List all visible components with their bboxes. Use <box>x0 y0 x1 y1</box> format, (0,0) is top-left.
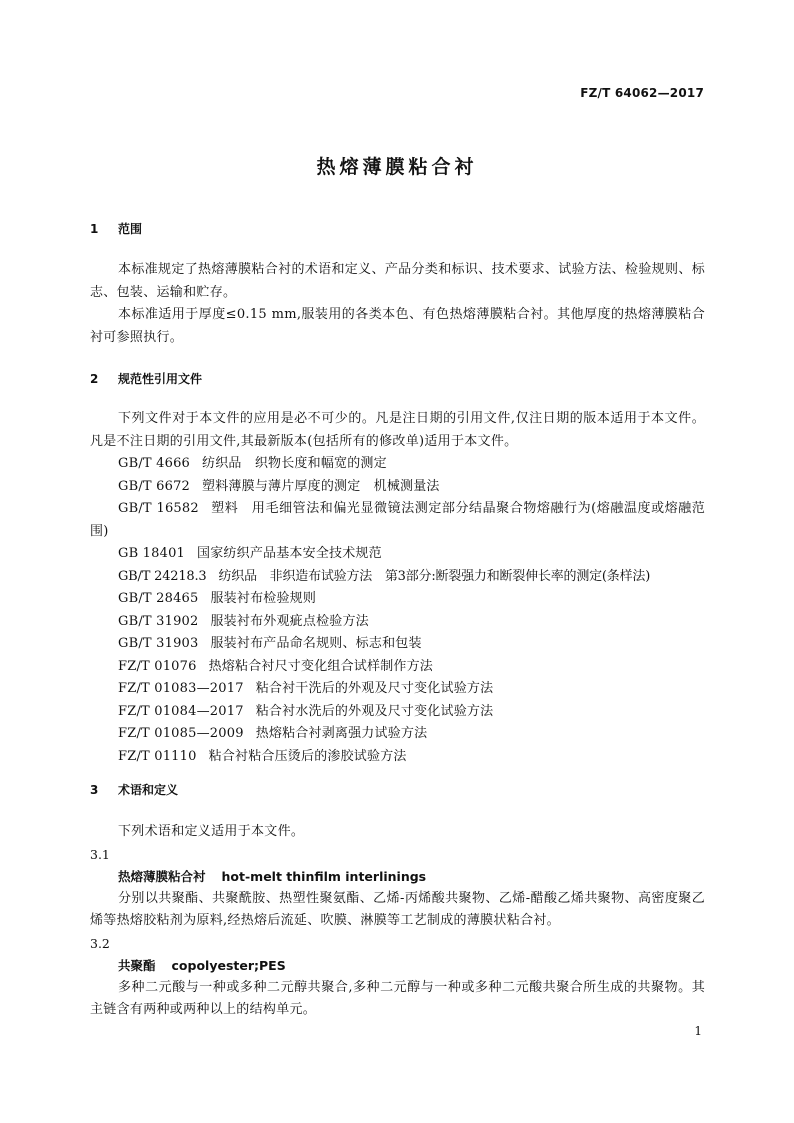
reference-item <box>90 656 705 679</box>
reference-title: 国家纺织产品基本安全技术规范 <box>197 546 382 561</box>
reference-item <box>90 746 705 769</box>
reference-code: GB/T 31903 <box>118 636 199 651</box>
term-zh: 热熔薄膜粘合衬 <box>118 868 206 884</box>
section-number: 2 <box>90 372 99 386</box>
paragraph: 本标准适用于厚度≤0.15 mm,服装用的各类本色、有色热熔薄膜粘合衬。其他厚度的热熔薄膜粘合衬可参照执行。 <box>90 307 705 345</box>
reference-code: GB/T 6672 <box>118 478 191 494</box>
reference-code: FZ/T 01084—2017 <box>118 703 244 719</box>
reference-title: 纺织品 非织造布试验方法 第3部分:断裂强力和断裂伸长率的测定(条样法) <box>218 568 651 584</box>
reference-code: FZ/T 01083—2017 <box>118 681 244 696</box>
reference-item <box>90 453 705 476</box>
section-normative-references <box>90 369 705 389</box>
reference-item <box>90 498 705 543</box>
paragraph: 本标准规定了热熔薄膜粘合衬的术语和定义、产品分类和标识、技术要求、试验方法、检验规则、标志、包装、运输和贮存。 <box>90 262 705 300</box>
standard-code: FZ/T 64062—2017 <box>580 86 704 100</box>
term-en: hot-melt thinfilm interlinings <box>221 868 427 884</box>
reference-code: GB/T 16582 <box>118 501 199 516</box>
reference-item <box>90 543 705 566</box>
document-title: 热熔薄膜粘合衬 <box>316 156 478 178</box>
reference-item <box>90 476 705 499</box>
section-number: 3 <box>90 783 99 797</box>
reference-title: 服装衬布产品命名规则、标志和包装 <box>210 636 422 651</box>
reference-title: 粘合衬水洗后的外观及尺寸变化试验方法 <box>255 703 494 719</box>
section-heading <box>90 780 705 800</box>
term-definition: 分别以共聚酯、共聚酰胺、热塑性聚氨酯、乙烯-丙烯酸共聚物、乙烯-醋酸乙烯共聚物、高密度聚乙烯等热熔胶粘剂为原料,经热熔后流延、吹膜、淋膜等工艺制成的薄膜状粘合衬。 <box>90 890 705 928</box>
reference-title: 粘合衬粘合压烫后的渗胶试验方法 <box>208 748 407 764</box>
term-heading <box>90 866 705 888</box>
reference-title: 服装衬布检验规则 <box>210 591 317 606</box>
reference-item <box>90 723 705 746</box>
reference-title: 塑料 用毛细管法和偏光显微镜法测定部分结晶聚合物熔融行为(熔融温度或熔融范围) <box>90 501 705 539</box>
reference-item <box>90 611 705 634</box>
reference-item <box>90 588 705 611</box>
reference-title: 服装衬布外观疵点检验方法 <box>210 613 369 629</box>
reference-title: 粘合衬干洗后的外观及尺寸变化试验方法 <box>255 681 494 696</box>
term-definition: 多种二元酸与一种或多种二元醇共聚合,多种二元醇与一种或多种二元酸共聚合所生成的共聚物。其主链含有两种或两种以上的结构单元。 <box>90 979 705 1017</box>
paragraph: 下列文件对于本文件的应用是必不可少的。凡是注日期的引用文件,仅注日期的版本适用于本文件。凡是不注日期的引用文件,其最新版本(包括所有的修改单)适用于本文件。 <box>90 411 705 449</box>
terms-body <box>90 821 705 1022</box>
term-number: 3.1 <box>90 846 110 862</box>
page-number: 1 <box>694 1024 702 1038</box>
reference-code: GB/T 28465 <box>118 591 199 606</box>
reference-item <box>90 566 705 589</box>
reference-code: FZ/T 01110 <box>118 748 197 764</box>
reference-code: GB/T 24218.3 <box>118 568 207 584</box>
section-heading <box>90 219 705 239</box>
reference-title: 热熔粘合衬剥离强力试验方法 <box>255 726 428 741</box>
section-number: 1 <box>90 222 99 236</box>
references-body <box>90 408 705 768</box>
section-title: 规范性引用文件 <box>118 372 203 386</box>
section-title: 术语和定义 <box>118 783 179 797</box>
reference-title: 纺织品 织物长度和幅宽的测定 <box>202 456 387 471</box>
reference-code: GB 18401 <box>118 546 186 561</box>
section-terms <box>90 780 705 800</box>
scope-body <box>90 259 705 349</box>
term-heading <box>90 955 705 977</box>
term-en: copolyester;PES <box>171 957 286 973</box>
reference-code: GB/T 4666 <box>118 456 191 471</box>
section-scope <box>90 219 705 239</box>
reference-item <box>90 633 705 656</box>
reference-title: 热熔粘合衬尺寸变化组合试样制作方法 <box>208 658 433 674</box>
reference-title: 塑料薄膜与薄片厚度的测定 机械测量法 <box>202 478 440 494</box>
term-number: 3.2 <box>90 935 110 951</box>
reference-code: FZ/T 01076 <box>118 658 197 674</box>
term-zh: 共聚酯 <box>118 957 156 973</box>
reference-item <box>90 678 705 701</box>
reference-code: FZ/T 01085—2009 <box>118 726 244 741</box>
section-heading <box>90 369 705 389</box>
reference-code: GB/T 31902 <box>118 613 199 629</box>
section-title: 范围 <box>118 222 143 236</box>
reference-item <box>90 701 705 724</box>
paragraph: 下列术语和定义适用于本文件。 <box>118 824 305 839</box>
